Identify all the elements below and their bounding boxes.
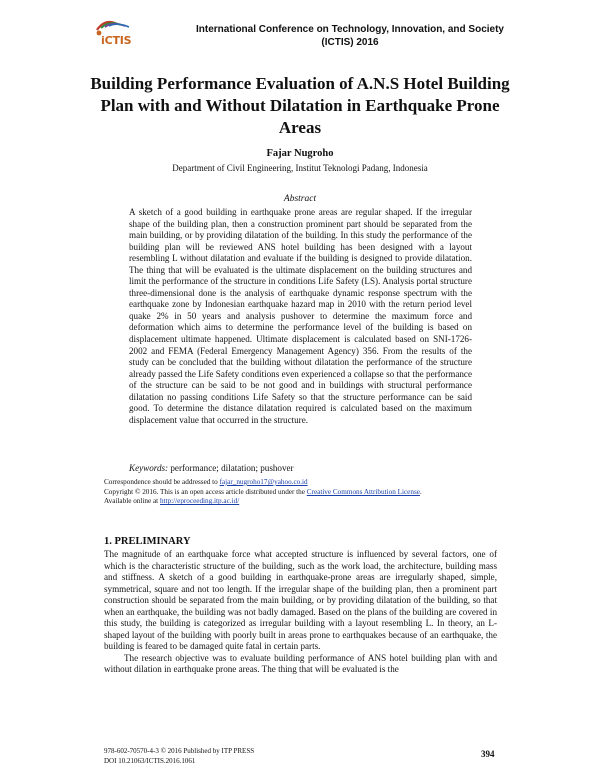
copyright-prefix: Copyright © 2016. This is an open access article distributed under the <box>104 487 305 496</box>
correspondence-email-link[interactable]: fajar_nugroho17@yahoo.co.id <box>219 478 308 486</box>
abstract-text: A sketch of a good building in earthquake prone areas are regular shaped. If the irregular shape of the building plan, then a construction prominent part should be separated from the main building, or by providing dilatation of the building. In this study the performance of the building plan will be reviewed ANS hotel building has been designed with a layout resembling L without dilatation and evaluate if the building is designed to provide dilatation. The thing that will be evaluated is the ultimate displacement on the building structures and limit the performance of the structure in conditions Life Safety (LS). Analysis portal structure three-dimensional done is the analysis of earthquake dynamic response spectrum with the earthquake zone by Indonesian earthquake hazard map in 2010 with the return period level quake 2% in 50 years and analysis pushover to determine the maximum force and deformation which aims to determine the performance level of the building is based on displacement ultimate happened. Ultimate displacement is calculated based on SNI-1726-2002 and FEMA (Federal Emergency Management Agency) 356. From the results of the study can be concluded that the building without dilatation the performance of the structure already passed the Life Safety conditions even experienced a collapse so that the performance of the structure can be said to be not good and in buildings with structural performance dilatation no passing conditions Life Safety so that the structure performance can be said good. To determine the distance dilatation required is calculated based on the maximum displacement value that occurred in the structure. <box>129 207 472 425</box>
conference-line-1: International Conference on Technology, Innovation, and Society <box>196 24 504 35</box>
isbn-line: 978-602-70570-4-3 © 2016 Published by ITP PRESS <box>104 747 255 755</box>
conference-logo <box>93 16 145 50</box>
license-link[interactable]: Creative Commons Attribution License <box>306 487 420 496</box>
available-prefix: Available online at <box>104 497 159 506</box>
keywords-list: performance; dilatation; pushover <box>170 463 294 473</box>
keywords <box>129 463 472 473</box>
correspondence-block <box>104 478 524 507</box>
copyright-line: Copyright © 2016. This is an open access article distributed under the Creative Commons Attribution License. <box>104 487 422 496</box>
conference-name <box>160 23 540 49</box>
body-text <box>104 549 497 676</box>
doi-line: DOI 10.21063/ICTIS.2016.1061 <box>104 756 196 765</box>
logo-text: iCTIS <box>101 34 132 47</box>
section-heading: 1. PRELIMINARY <box>104 536 191 547</box>
author-affiliation: Department of Civil Engineering, Institut Teknologi Padang, Indonesia <box>172 163 428 173</box>
page-number: 394 <box>481 749 495 759</box>
conference-line-2: (ICTIS) 2016 <box>321 37 379 48</box>
body-paragraph-1: The magnitude of an earthquake force what accepted structure is influenced by several factors, one of which is the characteristic structure of the building, such as the work load, the architecture, building mass and stiffness. A sketch of a good building in earthquake-prone areas are irregularly shaped, simple, symmetrical, square and not too length. If the irregular shape of the building plan, then a prominent part construction should be separated from the main building, or by providing dilatation of the building, so that when an earthquake, the building was not badly damaged. Based on the plans of the building are covered in this study, the building is categorized as irregular building with a layout resembling L. In theory, an L-shaped layout of the building with poorly built in areas prone to earthquakes because of an earthquake, the building is feared to be damaged quite fatal in certain parts. <box>104 549 497 651</box>
page-footer <box>104 747 254 766</box>
abstract-heading: Abstract <box>283 194 317 204</box>
proceeding-url-link[interactable]: http://eproceeding.itp.ac.id/ <box>159 497 240 506</box>
keywords-label: Keywords: <box>129 463 169 473</box>
available-line <box>104 497 524 507</box>
paper-title: Building Performance Evaluation of A.N.S Hotel Building Plan with and Without Dilatation in Earthquake Prone Areas <box>90 74 510 137</box>
correspondence-line <box>104 478 524 488</box>
correspondence-prefix: Correspondence should be addressed to <box>104 478 218 486</box>
author-name: Fajar Nugroho <box>266 148 334 159</box>
body-paragraph-2: The research objective was to evaluate building performance of ANS hotel building plan with and without dilation in earthquake prone areas. The thing that will be evaluated is the <box>104 652 497 674</box>
